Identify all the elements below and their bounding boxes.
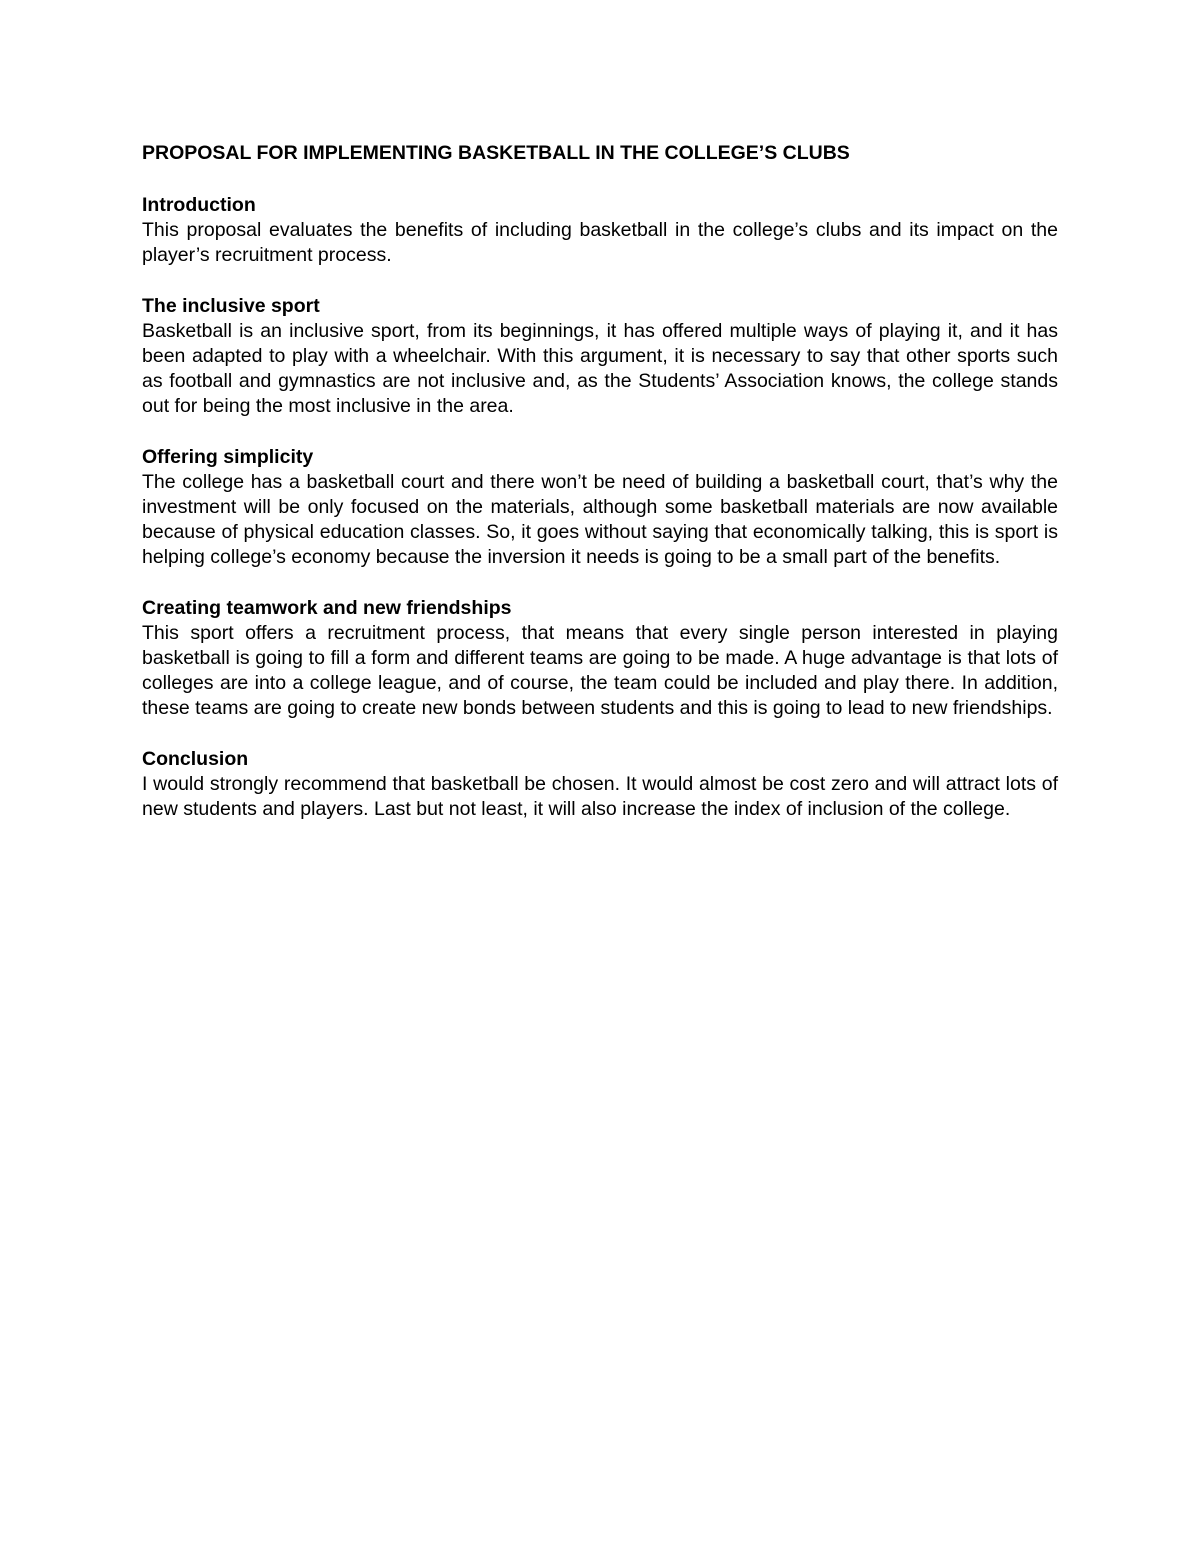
section-introduction	[142, 193, 1058, 268]
section-offering-simplicity	[142, 445, 1058, 570]
section-conclusion	[142, 747, 1058, 822]
section-body: This proposal evaluates the benefits of including basketball in the college’s clubs and its impact on the player’s recruitment process.	[142, 219, 1058, 266]
section-heading: Conclusion	[142, 748, 249, 770]
section-teamwork	[142, 596, 1058, 721]
section-heading: The inclusive sport	[142, 295, 320, 317]
section-body: This sport offers a recruitment process, that means that every single person interested in playing basketball is going to fill a form and different teams are going to be made. A huge advantage is that lots of colleges are into a college league, and of course, the team could be included and play there. In addition, these teams are going to create new bonds between students and this is going to lead to new friendships.	[142, 622, 1058, 719]
section-body: I would strongly recommend that basketball be chosen. It would almost be cost zero and will attract lots of new students and players. Last but not least, it will also increase the index of inclusion of the college.	[142, 773, 1058, 820]
document-content	[142, 141, 1058, 848]
section-body: Basketball is an inclusive sport, from its beginnings, it has offered multiple ways of playing it, and it has been adapted to play with a wheelchair. With this argument, it is necessary to say that other sports such as football and gymnastics are not inclusive and, as the Students’ Association knows, the college stands out for being the most inclusive in the area.	[142, 320, 1058, 417]
document-title: PROPOSAL FOR IMPLEMENTING BASKETBALL IN THE COLLEGE’S CLUBS	[142, 142, 850, 164]
section-heading: Offering simplicity	[142, 446, 314, 468]
section-heading: Creating teamwork and new friendships	[142, 597, 512, 619]
section-body: The college has a basketball court and there won’t be need of building a basketball court, that’s why the investment will be only focused on the materials, although some basketball materials are now available because of physical education classes. So, it goes without saying that economically talking, this is sport is helping college’s economy because the inversion it needs is going to be a small part of the benefits.	[142, 471, 1058, 568]
section-inclusive-sport	[142, 294, 1058, 419]
section-heading: Introduction	[142, 194, 256, 216]
